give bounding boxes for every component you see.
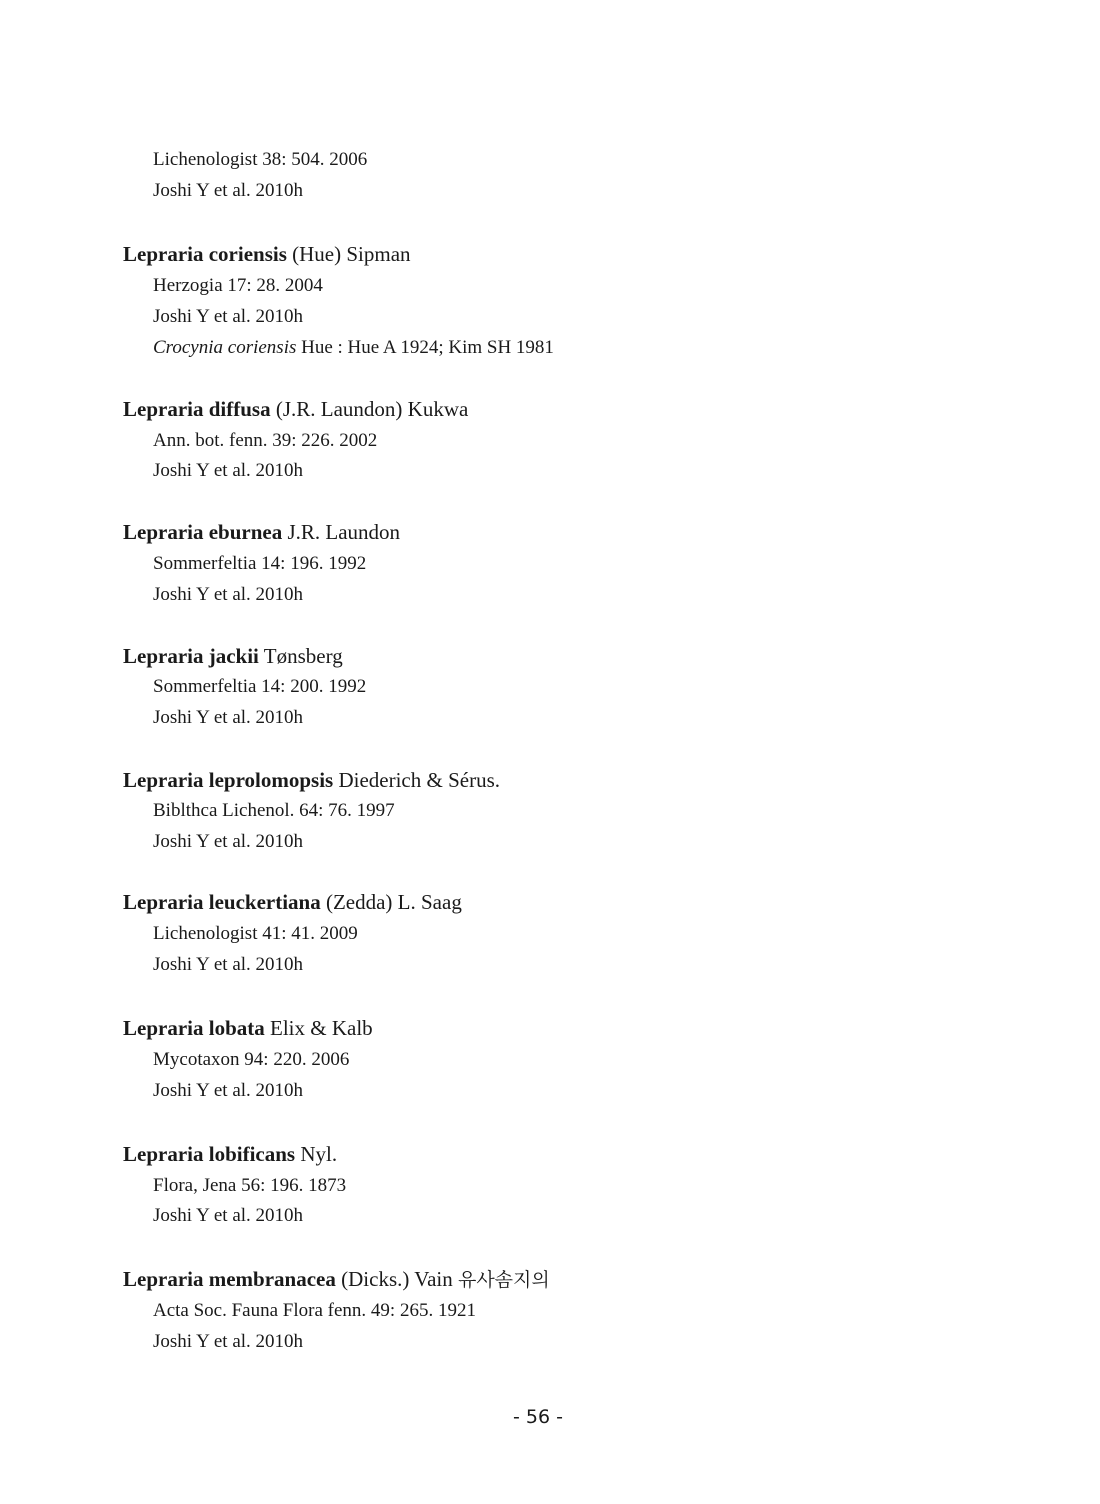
species-authority: Diederich & Sérus.: [338, 768, 500, 792]
genus-name: Lepraria: [123, 890, 204, 914]
species-heading: [123, 1142, 337, 1166]
species-epithet: diffusa: [208, 397, 271, 421]
genus-name: Lepraria: [123, 520, 204, 544]
species-heading: [123, 644, 343, 668]
reference-line: Lichenologist 38: 504. 2006: [153, 149, 368, 170]
synonym-line: [153, 337, 554, 359]
species-epithet: leuckertiana: [208, 890, 321, 914]
page-number: - 56 -: [513, 1406, 563, 1428]
synonym-citation: Hue : Hue A 1924; Kim SH 1981: [301, 337, 554, 358]
species-authority: (Hue) Sipman: [292, 242, 411, 266]
species-heading: [123, 242, 411, 266]
reference-line: Joshi Y et al. 2010h: [153, 584, 304, 605]
genus-name: Lepraria: [123, 242, 204, 266]
species-authority: (J.R. Laundon) Kukwa: [275, 397, 469, 421]
reference-line: Herzogia 17: 28. 2004: [153, 275, 323, 296]
synonym-name: Crocynia coriensis: [153, 337, 297, 358]
reference-line: Sommerfeltia 14: 200. 1992: [153, 676, 367, 697]
species-authority: Tønsberg: [263, 644, 343, 668]
species-epithet: lobificans: [208, 1142, 296, 1166]
genus-name: Lepraria: [123, 644, 204, 668]
species-epithet: membranacea: [208, 1267, 336, 1291]
species-heading: [123, 1016, 373, 1040]
species-authority: Nyl.: [300, 1142, 338, 1166]
species-epithet: lobata: [208, 1016, 265, 1040]
species-epithet: leprolomopsis: [208, 768, 334, 792]
reference-line: Mycotaxon 94: 220. 2006: [153, 1049, 350, 1070]
genus-name: Lepraria: [123, 1142, 204, 1166]
reference-line: Joshi Y et al. 2010h: [153, 831, 304, 852]
genus-name: Lepraria: [123, 1016, 204, 1040]
reference-line: Joshi Y et al. 2010h: [153, 460, 304, 481]
reference-line: Joshi Y et al. 2010h: [153, 180, 304, 201]
reference-line: Joshi Y et al. 2010h: [153, 1205, 304, 1226]
species-epithet: eburnea: [208, 520, 283, 544]
species-epithet: jackii: [208, 644, 259, 668]
species-heading: [123, 890, 462, 914]
reference-line: Joshi Y et al. 2010h: [153, 954, 304, 975]
reference-line: Joshi Y et al. 2010h: [153, 306, 304, 327]
reference-line: Joshi Y et al. 2010h: [153, 1331, 304, 1352]
reference-line: Biblthca Lichenol. 64: 76. 1997: [153, 800, 395, 821]
reference-line: Joshi Y et al. 2010h: [153, 1080, 304, 1101]
reference-line: Acta Soc. Fauna Flora fenn. 49: 265. 1921: [153, 1300, 476, 1321]
reference-line: Joshi Y et al. 2010h: [153, 707, 304, 728]
species-authority: J.R. Laundon: [287, 520, 401, 544]
reference-line: Flora, Jena 56: 196. 1873: [153, 1175, 347, 1196]
genus-name: Lepraria: [123, 397, 204, 421]
species-authority: (Dicks.) Vain: [341, 1267, 453, 1291]
genus-name: Lepraria: [123, 1267, 204, 1291]
species-heading: [123, 397, 468, 421]
species-heading: [123, 1267, 550, 1292]
reference-line: Ann. bot. fenn. 39: 226. 2002: [153, 430, 378, 451]
genus-name: Lepraria: [123, 768, 204, 792]
species-heading: [123, 768, 500, 792]
species-authority: Elix & Kalb: [270, 1016, 373, 1040]
reference-line: Lichenologist 41: 41. 2009: [153, 923, 358, 944]
reference-line: Sommerfeltia 14: 196. 1992: [153, 553, 367, 574]
korean-common-name: 유사솜지의: [457, 1269, 550, 1291]
species-authority: (Zedda) L. Saag: [325, 890, 462, 914]
species-heading: [123, 520, 400, 544]
species-epithet: coriensis: [208, 242, 287, 266]
